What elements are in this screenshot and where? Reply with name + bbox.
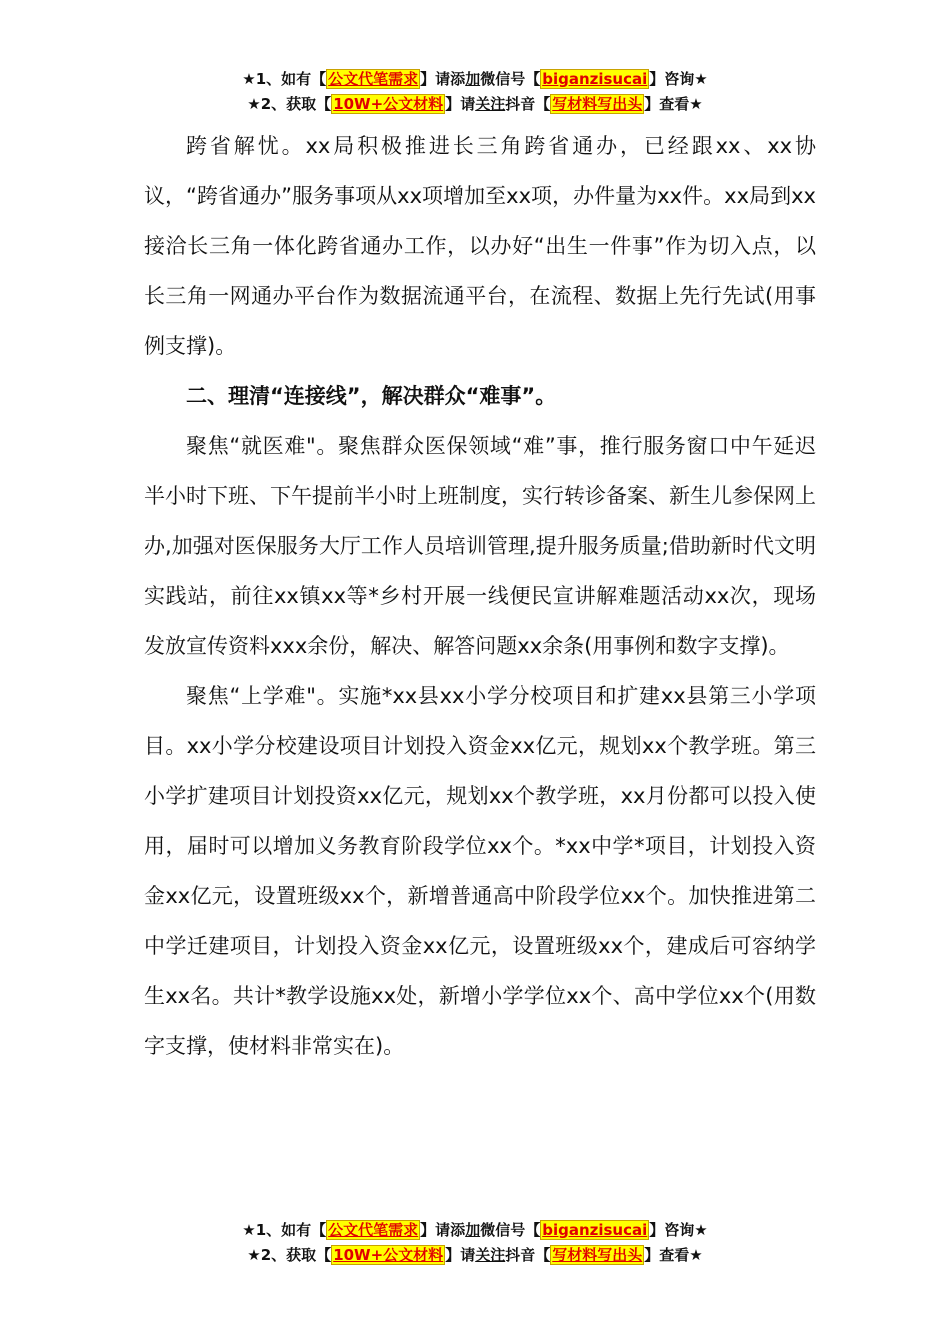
banner-text: 】咨询★ xyxy=(649,70,708,88)
header-banner xyxy=(0,67,950,117)
banner-text: ★1、如有【 xyxy=(242,1221,327,1239)
banner-text: 】查看★ xyxy=(644,95,703,113)
banner-underlined-text: 加 xyxy=(465,1221,481,1239)
banner-line-1 xyxy=(0,1218,950,1243)
banner-text: 】咨询★ xyxy=(649,1221,708,1239)
banner-underlined-text: 关注 xyxy=(475,95,506,113)
banner-highlight: biganzisucai xyxy=(542,70,648,88)
banner-text: 微信号【 xyxy=(480,70,541,88)
banner-underlined-text: 关注 xyxy=(475,1246,506,1264)
banner-text: 抖音【 xyxy=(505,95,551,113)
paragraph-cross-province: 跨省解忧。xx局积极推进长三角跨省通办，已经跟xx、xx协议，“跨省通办”服务事项从xx项增加至xx项，办件量为xx件。xx局到xx接洽长三角一体化跨省通办工作，以办好“出生一件事”作为切入点，以长三角一网通办平台作为数据流通平台，在流程、数据上先行先试(用事例支撑)。 xyxy=(144,134,816,358)
banner-line-2 xyxy=(0,1243,950,1268)
banner-highlight: 10W+公文材料 xyxy=(333,1246,444,1264)
banner-text: 微信号【 xyxy=(480,1221,541,1239)
paragraph-medical: 聚焦“就医难"。聚焦群众医保领域“难”事，推行服务窗口中午延迟半小时下班、下午提前半小时上班制度，实行转诊备案、新生儿参保网上办,加强对医保服务大厅工作人员培训管理,提升服务质量;借助新时代文明实践站，前往xx镇xx等*乡村开展一线便民宣讲解难题活动xx次，现场发放宣传资料xxx余份，解决、解答问题xx余条(用事例和数字支撑)。 xyxy=(144,434,816,658)
banner-text: ★2、获取【 xyxy=(247,1246,332,1264)
banner-underlined-text: 加 xyxy=(465,70,481,88)
document-body xyxy=(144,121,816,1071)
banner-line-1 xyxy=(0,67,950,92)
banner-highlight: 公文代笔需求 xyxy=(328,1221,419,1239)
footer-banner xyxy=(0,1218,950,1268)
banner-text: 】查看★ xyxy=(644,1246,703,1264)
banner-text: 抖音【 xyxy=(505,1246,551,1264)
banner-text: 】请添 xyxy=(420,1221,466,1239)
banner-highlight: 10W+公文材料 xyxy=(333,95,444,113)
banner-text: ★2、获取【 xyxy=(247,95,332,113)
banner-highlight: 公文代笔需求 xyxy=(328,70,419,88)
banner-text: 】请 xyxy=(445,95,476,113)
banner-text: 】请添 xyxy=(420,70,466,88)
banner-line-2 xyxy=(0,92,950,117)
section-heading: 二、理清“连接线”，解决群众“难事”。 xyxy=(186,384,557,408)
banner-text: 】请 xyxy=(445,1246,476,1264)
banner-text: ★1、如有【 xyxy=(242,70,327,88)
banner-highlight: biganzisucai xyxy=(542,1221,648,1239)
banner-highlight: 写材料写出头 xyxy=(552,1246,643,1264)
paragraph-education: 聚焦“上学难"。实施*xx县xx小学分校项目和扩建xx县第三小学项目。xx小学分校建设项目计划投入资金xx亿元，规划xx个教学班。第三小学扩建项目计划投资xx亿元，规划xx个教学班，xx月份都可以投入使用，届时可以增加义务教育阶段学位xx个。*xx中学*项目，计划投入资金xx亿元，设置班级xx个，新增普通高中阶段学位xx个。加快推进第二中学迁建项目，计划投入资金xx亿元，设置班级xx个，建成后可容纳学生xx名。共计*教学设施xx处，新增小学学位xx个、高中学位xx个(用数字支撑，使材料非常实在)。 xyxy=(144,684,816,1058)
banner-highlight: 写材料写出头 xyxy=(552,95,643,113)
